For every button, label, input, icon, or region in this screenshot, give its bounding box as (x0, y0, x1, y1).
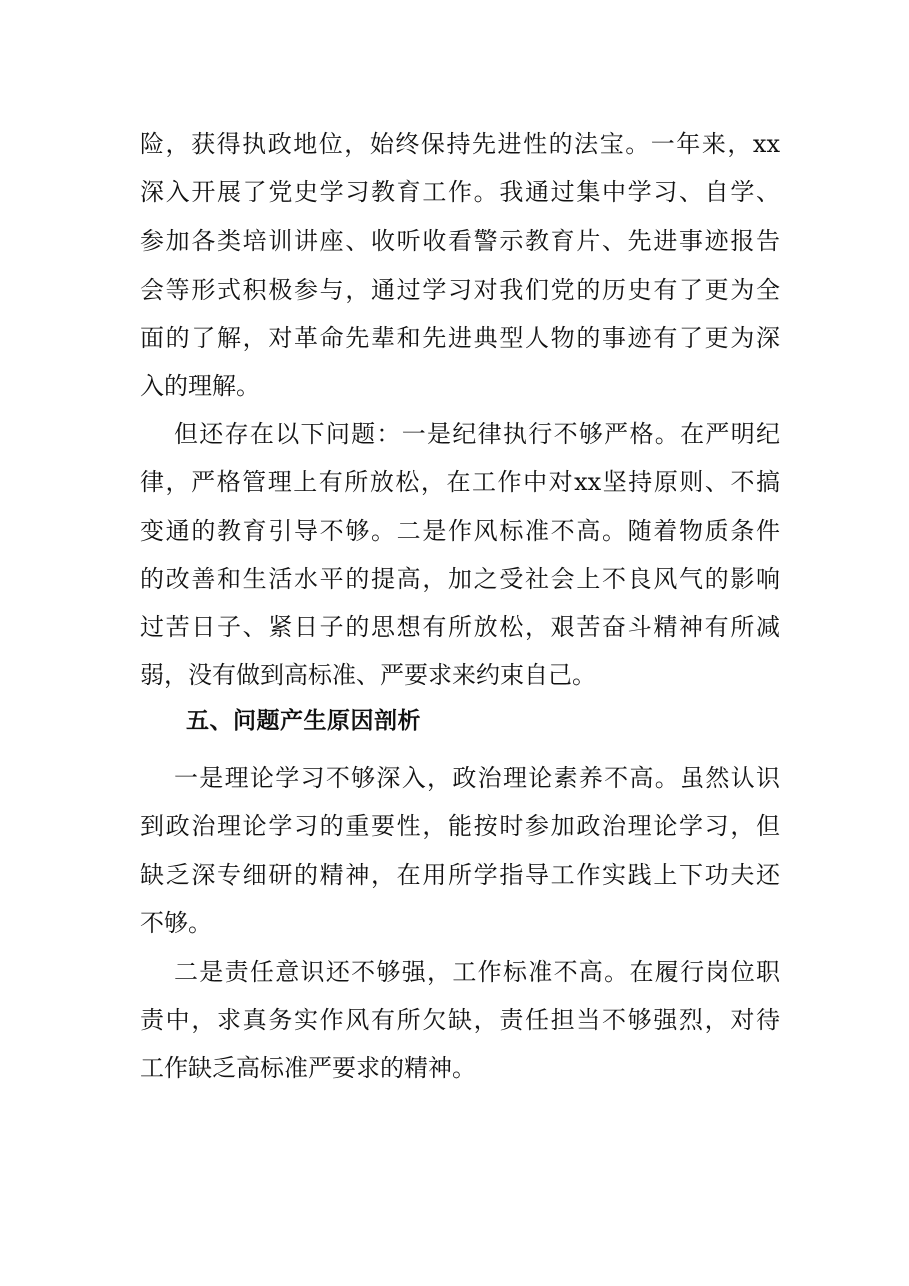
paragraph-3-line-1: 一是理论学习不够深入，政治理论素养不高。虽然认识 (174, 764, 780, 792)
paragraph-4-line-2: 责中，求真务实作风有所欠缺，责任担当不够强烈，对待 (140, 1006, 780, 1034)
paragraph-1-line-3: 参加各类培训讲座、收听收看警示教育片、先进事迹报告 (140, 227, 780, 255)
paragraph-4-line-3: 工作缺乏高标准严要求的精神。 (140, 1054, 476, 1082)
paragraph-2-line-6: 弱，没有做到高标准、严要求来约束自己。 (140, 661, 596, 689)
section-heading: 五、问题产生原因剖析 (186, 708, 421, 734)
paragraph-2-line-1: 但还存在以下问题：一是纪律执行不够严格。在严明纪 (174, 420, 780, 448)
paragraph-3-line-3: 缺乏深专细研的精神，在用所学指导工作实践上下功夫还 (140, 861, 780, 889)
paragraph-1-line-5: 面的了解，对革命先辈和先进典型人物的事迹有了更为深 (140, 324, 780, 352)
paragraph-1-line-2: 深入开展了党史学习教育工作。我通过集中学习、自学、 (140, 178, 780, 206)
paragraph-2-line-3: 变通的教育引导不够。二是作风标准不高。随着物质条件 (140, 517, 780, 545)
paragraph-2-line-5: 过苦日子、紧日子的思想有所放松，艰苦奋斗精神有所减 (140, 613, 780, 641)
paragraph-1-line-6: 入的理解。 (140, 372, 260, 400)
paragraph-2-line-2: 律，严格管理上有所放松，在工作中对xx坚持原则、不搞 (140, 468, 780, 496)
paragraph-2-line-4: 的改善和生活水平的提高，加之受社会上不良风气的影响 (140, 565, 780, 593)
paragraph-1-line-1: 险，获得执政地位，始终保持先进性的法宝。一年来，xx (140, 130, 780, 158)
paragraph-1-line-4: 会等形式积极参与，通过学习对我们党的历史有了更为全 (140, 276, 780, 304)
paragraph-4-line-1: 二是责任意识还不够强，工作标准不高。在履行岗位职 (174, 958, 780, 986)
paragraph-3-line-2: 到政治理论学习的重要性，能按时参加政治理论学习，但 (140, 812, 780, 840)
paragraph-3-line-4: 不够。 (140, 909, 212, 937)
